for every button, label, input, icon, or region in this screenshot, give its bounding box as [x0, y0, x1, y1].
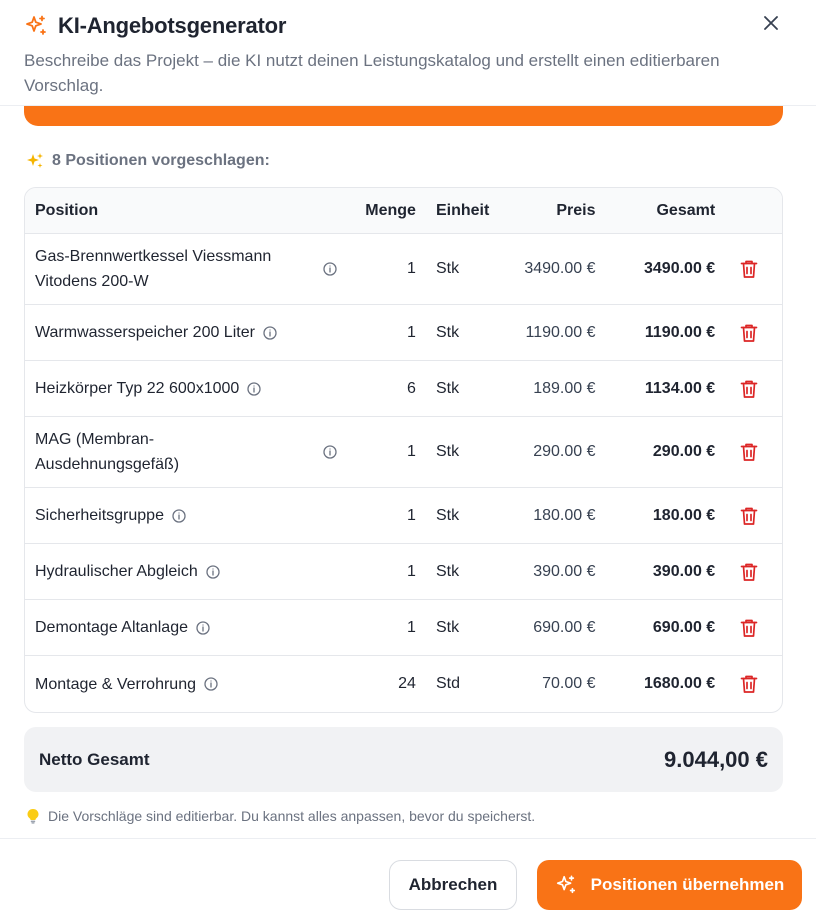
- apply-button-label: Positionen übernehmen: [590, 875, 785, 894]
- trash-icon[interactable]: [740, 506, 758, 526]
- cell-einheit[interactable]: Stk: [435, 443, 460, 460]
- trash-icon[interactable]: [740, 323, 758, 343]
- sparkles-icon: [24, 14, 48, 38]
- column-header-position: Position: [35, 201, 99, 219]
- info-icon[interactable]: [323, 262, 337, 276]
- info-icon[interactable]: [204, 677, 218, 691]
- trash-icon[interactable]: [740, 379, 758, 399]
- table-row: [25, 544, 782, 600]
- position-name[interactable]: Sicherheitsgruppe: [35, 507, 164, 524]
- cell-preis[interactable]: 1190.00 €: [525, 323, 596, 341]
- cell-menge[interactable]: 1: [407, 618, 416, 636]
- cancel-button[interactable]: [389, 860, 517, 910]
- sparkles-icon: [555, 874, 577, 896]
- cell-preis[interactable]: 3490.00 €: [524, 260, 596, 277]
- info-icon[interactable]: [247, 382, 261, 396]
- dialog-header: [0, 0, 816, 106]
- suggestions-heading: [26, 152, 270, 170]
- table-row: [25, 600, 782, 656]
- cell-position[interactable]: [25, 376, 342, 401]
- editable-hint: [26, 808, 535, 824]
- sparkles-emoji-icon: [26, 152, 44, 170]
- cell-gesamt: 1134.00 €: [644, 379, 716, 397]
- cell-position[interactable]: [25, 672, 342, 697]
- editable-hint-text: Die Vorschläge sind editierbar. Du kannst alles anpassen, bevor du speicherst.: [48, 808, 536, 824]
- info-icon[interactable]: [263, 326, 277, 340]
- lightbulb-icon: [26, 808, 40, 824]
- cell-actions: [715, 379, 782, 399]
- info-icon[interactable]: [323, 445, 337, 459]
- dialog-body[interactable]: [0, 106, 816, 838]
- cell-preis[interactable]: 180.00 €: [533, 506, 596, 524]
- cell-gesamt: 180.00 €: [652, 506, 716, 524]
- info-icon[interactable]: [196, 621, 210, 635]
- cell-actions: [715, 506, 782, 526]
- position-name[interactable]: MAG (Membran-Ausdehnungsgefäß): [35, 431, 180, 473]
- cell-gesamt: 390.00 €: [652, 562, 716, 580]
- cell-menge[interactable]: 1: [407, 562, 416, 580]
- position-name[interactable]: Hydraulischer Abgleich: [35, 563, 198, 580]
- trash-icon[interactable]: [740, 259, 758, 279]
- table-row: [25, 305, 782, 361]
- info-icon[interactable]: [206, 565, 220, 579]
- cell-einheit[interactable]: Stk: [435, 562, 460, 580]
- cell-preis[interactable]: 189.00 €: [533, 379, 596, 397]
- close-button[interactable]: [760, 12, 782, 34]
- cell-actions: [715, 259, 782, 279]
- trash-icon[interactable]: [740, 562, 758, 582]
- table-header: [25, 188, 782, 234]
- cell-gesamt: 290.00 €: [652, 443, 716, 460]
- cell-position[interactable]: [25, 244, 342, 294]
- position-name[interactable]: Heizkörper Typ 22 600x1000: [35, 380, 240, 397]
- cell-menge[interactable]: 1: [407, 260, 416, 277]
- cell-preis[interactable]: 390.00 €: [533, 562, 596, 580]
- trash-icon[interactable]: [740, 442, 758, 462]
- cell-menge[interactable]: 1: [407, 323, 416, 341]
- cell-preis[interactable]: 290.00 €: [533, 443, 596, 460]
- cell-menge[interactable]: 24: [398, 675, 416, 692]
- cell-einheit[interactable]: Std: [435, 675, 460, 692]
- cell-menge[interactable]: 6: [407, 379, 416, 397]
- cell-gesamt: 1190.00 €: [644, 323, 716, 341]
- cell-actions: [715, 674, 782, 694]
- cell-einheit[interactable]: Stk: [435, 323, 460, 341]
- position-name[interactable]: Demontage Altanlage: [35, 619, 188, 636]
- net-total-label: Netto Gesamt: [39, 749, 150, 769]
- column-header-gesamt: Gesamt: [656, 201, 716, 219]
- column-header-einheit: Einheit: [435, 201, 490, 219]
- cell-actions: [715, 442, 782, 462]
- info-icon[interactable]: [172, 509, 186, 523]
- table-row: [25, 488, 782, 544]
- column-header-menge: Menge: [365, 201, 416, 219]
- table-row: [25, 417, 782, 488]
- cell-einheit[interactable]: Stk: [435, 618, 460, 636]
- apply-positions-button[interactable]: [537, 860, 802, 910]
- cell-actions: [715, 618, 782, 638]
- trash-icon[interactable]: [740, 618, 758, 638]
- dialog-title: KI-Angebotsgenerator: [58, 13, 287, 38]
- cell-preis[interactable]: 70.00 €: [542, 675, 596, 692]
- cell-actions: [715, 562, 782, 582]
- position-name[interactable]: Warmwasserspeicher 200 Liter: [35, 324, 255, 341]
- table-row: [25, 234, 782, 305]
- cell-einheit[interactable]: Stk: [435, 260, 460, 277]
- net-total-box: [24, 727, 783, 792]
- cell-menge[interactable]: 1: [407, 443, 416, 460]
- dialog-subtitle: Beschreibe das Projekt – die KI nutzt deinen Leistungskatalog und erstellt einen editierbaren Vorschlag.: [24, 51, 720, 95]
- position-name[interactable]: Montage & Verrohrung: [35, 675, 196, 693]
- suggestions-heading-text: 8 Positionen vorgeschlagen:: [52, 152, 270, 169]
- cell-position[interactable]: [25, 320, 342, 345]
- position-name[interactable]: Gas-Brennwertkessel Viessmann Vitodens 200-W: [35, 248, 272, 290]
- title-row: [24, 12, 792, 40]
- cell-einheit[interactable]: Stk: [435, 506, 460, 524]
- cell-gesamt: 3490.00 €: [644, 260, 716, 277]
- generate-button-partial[interactable]: [24, 106, 783, 126]
- cell-preis[interactable]: 690.00 €: [533, 618, 596, 636]
- cell-gesamt: 1680.00 €: [644, 675, 716, 692]
- column-header-preis: Preis: [556, 201, 596, 219]
- positions-table: [24, 187, 783, 713]
- cell-actions: [715, 323, 782, 343]
- cell-gesamt: 690.00 €: [652, 618, 716, 636]
- table-row: [25, 361, 782, 417]
- dialog-footer: [0, 838, 816, 918]
- cell-position[interactable]: [25, 615, 342, 640]
- cell-menge[interactable]: 1: [407, 506, 416, 524]
- cell-position[interactable]: [25, 503, 342, 528]
- net-total-value: 9.044,00 €: [664, 746, 768, 772]
- close-icon: [764, 16, 778, 30]
- cell-position[interactable]: [25, 559, 342, 584]
- trash-icon[interactable]: [740, 674, 758, 694]
- table-row: [25, 656, 782, 712]
- cancel-button-label: Abbrechen: [408, 875, 498, 894]
- cell-einheit[interactable]: Stk: [435, 379, 460, 397]
- cell-position[interactable]: [25, 427, 342, 477]
